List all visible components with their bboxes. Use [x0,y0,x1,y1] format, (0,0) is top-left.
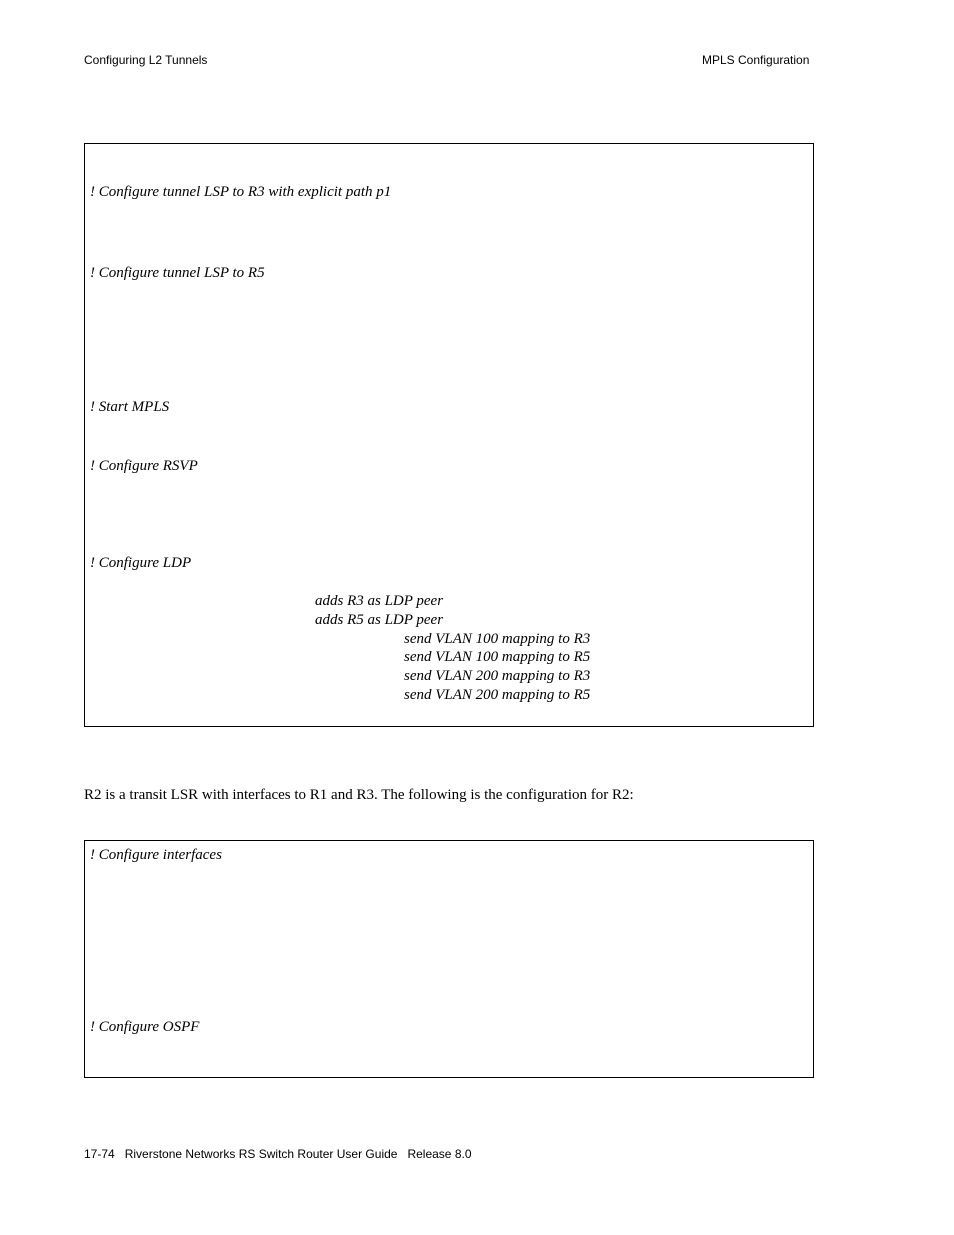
running-header-left: Configuring L2 Tunnels [84,53,208,67]
comment-start-mpls: ! Start MPLS [90,399,170,415]
comment-tunnel-lsp-r5: ! Configure tunnel LSP to R5 [90,265,265,281]
body-paragraph: R2 is a transit LSR with interfaces to R1 and R3. The following is the configuration for R2: [84,787,634,803]
config-box-r2 [84,840,814,1078]
config-box-r1 [84,143,814,727]
comment-vlan200-r3: send VLAN 200 mapping to R3 [404,668,591,684]
comment-vlan100-r3: send VLAN 100 mapping to R3 [404,631,591,647]
comment-configure-interfaces: ! Configure interfaces [90,847,222,863]
page-footer: 17-74 Riverstone Networks RS Switch Router User Guide Release 8.0 [84,1147,472,1161]
running-header-right: MPLS Configuration [702,53,810,67]
comment-configure-rsvp: ! Configure RSVP [90,458,198,474]
comment-ldp-peer-r5: adds R5 as LDP peer [315,612,444,628]
comment-configure-ldp: ! Configure LDP [90,555,192,571]
comment-ldp-peer-r3: adds R3 as LDP peer [315,593,444,609]
comment-tunnel-lsp-r3: ! Configure tunnel LSP to R3 with explicit path p1 [90,184,392,200]
comment-configure-ospf: ! Configure OSPF [90,1019,200,1035]
comment-vlan100-r5: send VLAN 100 mapping to R5 [404,649,591,665]
comment-vlan200-r5: send VLAN 200 mapping to R5 [404,687,591,703]
